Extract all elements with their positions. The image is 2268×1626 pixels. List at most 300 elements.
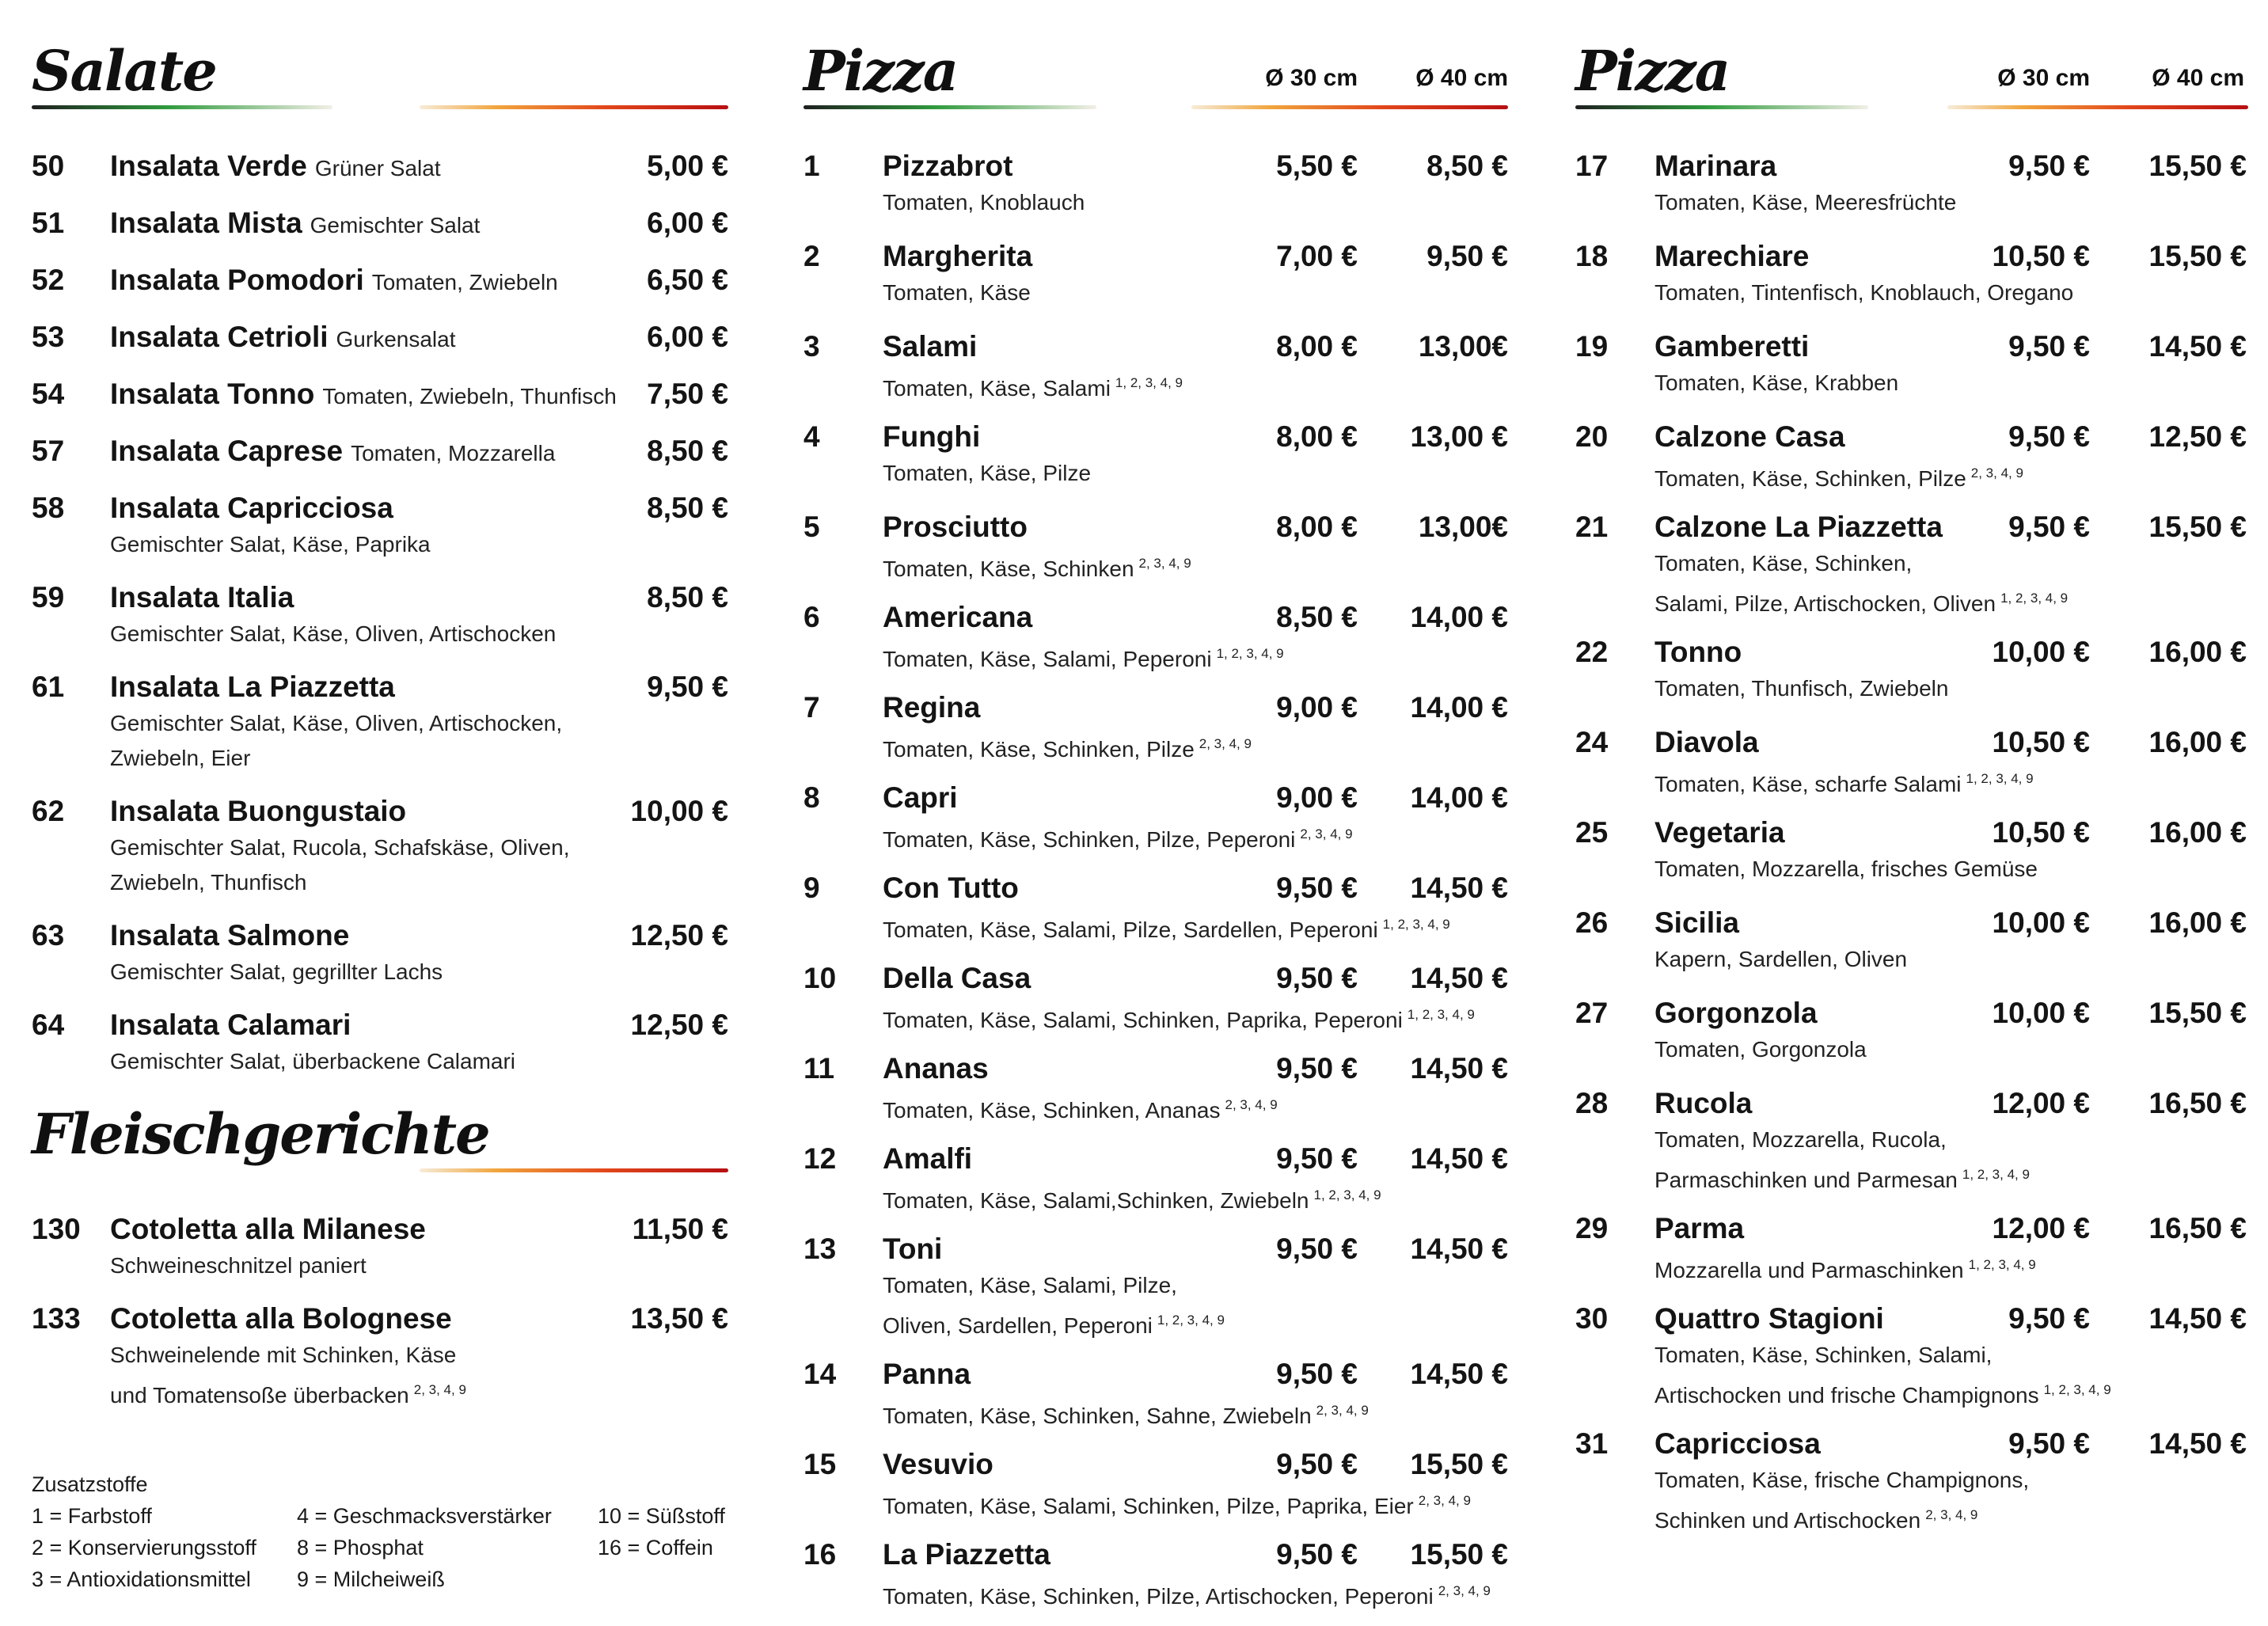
item-name: Capricciosa xyxy=(1654,1427,1821,1460)
item-description-text: Salami, Pilze, Artischocken, Oliven xyxy=(1654,591,1996,616)
price-30cm: 10,00 € xyxy=(1992,997,2090,1029)
additive-entry xyxy=(598,1563,732,1595)
pizza-item xyxy=(803,779,1508,869)
item-number: 64 xyxy=(32,1009,65,1041)
item-title: Insalata Verde xyxy=(110,150,307,182)
item-number: 10 xyxy=(803,962,837,994)
price-30cm: 9,50 € xyxy=(2008,150,2090,182)
header-line-red xyxy=(420,1168,728,1172)
item-title: Insalata Pomodori xyxy=(110,264,364,296)
item-number: 52 xyxy=(32,264,65,296)
pizza-item xyxy=(1575,237,2248,328)
item-name: Panna xyxy=(883,1358,971,1390)
item-description-text: Tomaten, Käse, Schinken, Pilze xyxy=(1654,466,1966,491)
item-number: 59 xyxy=(32,581,65,614)
item-number: 15 xyxy=(803,1448,837,1480)
item-number: 9 xyxy=(803,872,820,904)
item-name xyxy=(110,147,728,188)
item-description-text: Tomaten, Mozzarella, Rucola, xyxy=(1654,1127,1947,1152)
item-description xyxy=(883,1178,1500,1218)
additive-note: 1, 2, 3, 4, 9 xyxy=(2000,591,2069,606)
item-description xyxy=(110,1248,728,1283)
item-description-text: Tomaten, Käse, scharfe Salami xyxy=(1654,772,1962,796)
pizza-item xyxy=(1575,1085,2248,1210)
item-name: Americana xyxy=(883,601,1033,633)
item-description-line2 xyxy=(1654,1498,2248,1538)
item-description-line2 xyxy=(110,1373,728,1413)
additive-note: 2, 3, 4, 9 xyxy=(1925,1507,1978,1522)
additive-entry: 16 = Coffein xyxy=(598,1536,713,1560)
item-title: Insalata Salmone xyxy=(110,919,350,952)
pizza-item xyxy=(1575,1210,2248,1300)
pizza-item xyxy=(1575,904,2248,994)
price-40cm: 13,00€ xyxy=(1418,511,1508,543)
price-30cm: 8,00 € xyxy=(1276,330,1358,363)
item-number: 63 xyxy=(32,919,65,952)
price-30cm: 9,50 € xyxy=(1276,1052,1358,1085)
item-name: Amalfi xyxy=(883,1142,973,1175)
item-description xyxy=(883,546,1500,587)
additives-grid xyxy=(32,1500,728,1595)
price-30cm: 9,50 € xyxy=(2008,1302,2090,1335)
item-description xyxy=(1654,1463,2248,1498)
price-40cm: 13,00€ xyxy=(1418,330,1508,363)
item-title: Insalata Italia xyxy=(110,581,294,614)
item-description xyxy=(1654,671,2248,706)
item-number: 54 xyxy=(32,378,65,410)
item-number: 19 xyxy=(1575,330,1609,363)
item-name: Vegetaria xyxy=(1654,816,1785,849)
additive-entry: 9 = Milcheiweiß xyxy=(297,1567,445,1591)
item-number: 30 xyxy=(1575,1302,1609,1335)
item-price: 8,50 € xyxy=(647,435,728,467)
item-description-text: Kapern, Sardellen, Oliven xyxy=(1654,947,1908,971)
item-number: 14 xyxy=(803,1358,837,1390)
additive-note: 1, 2, 3, 4, 9 xyxy=(1966,771,2034,786)
menu-item xyxy=(32,375,728,416)
price-30cm: 8,00 € xyxy=(1276,511,1358,543)
item-description-line2 xyxy=(1654,1373,2248,1413)
header-line-green xyxy=(1575,105,1868,109)
header-line-red xyxy=(420,105,728,109)
item-description xyxy=(883,366,1500,406)
item-description xyxy=(1654,275,2248,310)
fleisch-title: Fleischgerichte xyxy=(32,1101,489,1167)
additive-note: 2, 3, 4, 9 xyxy=(1438,1583,1491,1598)
menu-item xyxy=(32,1300,728,1413)
item-description-text: Gemischter Salat, Käse, Paprika xyxy=(110,532,431,557)
price-40cm: 8,50 € xyxy=(1427,150,1508,182)
item-number: 6 xyxy=(803,601,820,633)
item-name: Prosciutto xyxy=(883,511,1028,543)
item-title: Insalata Capricciosa xyxy=(110,492,393,524)
item-title: Insalata Tonno xyxy=(110,378,315,410)
size-30-header: Ø 30 cm xyxy=(1997,65,2090,91)
item-name: Con Tutto xyxy=(883,872,1019,904)
price-40cm: 15,50 € xyxy=(2148,997,2247,1029)
additive-entry: 3 = Antioxidationsmittel xyxy=(32,1567,251,1591)
item-name xyxy=(110,261,728,302)
item-description-text: Artischocken und frische Champignons xyxy=(1654,1383,2039,1408)
item-description-line2 xyxy=(110,865,728,900)
item-description-text: Tomaten, Thunfisch, Zwiebeln xyxy=(1654,676,1949,701)
pizza-item xyxy=(803,869,1508,959)
additive-note: 2, 3, 4, 9 xyxy=(1199,736,1252,751)
item-description-text: Tomaten, Mozzarella, frisches Gemüse xyxy=(1654,857,2038,881)
additive-note: 1, 2, 3, 4, 9 xyxy=(1216,646,1284,661)
item-number: 61 xyxy=(32,671,65,703)
price-30cm: 5,50 € xyxy=(1276,150,1358,182)
item-number: 17 xyxy=(1575,150,1609,182)
price-40cm: 16,00 € xyxy=(2148,906,2247,939)
item-description-text: Tomaten, Tintenfisch, Knoblauch, Oregano xyxy=(1654,280,2074,305)
header-line-green xyxy=(803,105,1096,109)
item-number: 2 xyxy=(803,240,820,272)
item-title: Insalata La Piazzetta xyxy=(110,671,395,703)
pizza-item xyxy=(1575,814,2248,904)
salate-header xyxy=(32,38,728,125)
additive-entry: 1 = Farbstoff xyxy=(32,1504,152,1528)
item-name: La Piazzetta xyxy=(883,1538,1050,1571)
item-description-text: Tomaten, Käse, Salami, Peperoni xyxy=(883,647,1212,671)
item-name: Vesuvio xyxy=(883,1448,993,1480)
menu-item xyxy=(32,261,728,302)
menu-item xyxy=(32,318,728,359)
price-30cm: 9,50 € xyxy=(2008,330,2090,363)
price-40cm: 9,50 € xyxy=(1427,240,1508,272)
item-description-text: Tomaten, Käse, Schinken, Pilze, Artischocken, Peperoni xyxy=(883,1584,1434,1609)
item-title: Insalata Caprese xyxy=(110,435,344,467)
item-description-text: Gemischter Salat, überbackene Calamari xyxy=(110,1049,516,1073)
item-number: 21 xyxy=(1575,511,1609,543)
item-price: 9,50 € xyxy=(647,671,728,703)
item-description xyxy=(1654,942,2248,977)
item-number: 130 xyxy=(32,1213,81,1245)
pizza-item xyxy=(1575,328,2248,418)
item-name xyxy=(110,375,728,416)
pizza-item xyxy=(803,508,1508,598)
item-number: 51 xyxy=(32,207,65,239)
pizza-item xyxy=(803,1355,1508,1446)
additive-note: 1, 2, 3, 4, 9 xyxy=(1157,1313,1225,1328)
price-30cm: 9,50 € xyxy=(1276,962,1358,994)
item-description xyxy=(1654,456,2248,496)
item-description xyxy=(1654,546,2248,581)
item-name: Della Casa xyxy=(883,962,1031,994)
item-number: 7 xyxy=(803,691,820,724)
item-description xyxy=(883,275,1500,310)
item-price: 8,50 € xyxy=(647,581,728,614)
header-line-green xyxy=(32,105,332,109)
item-number: 3 xyxy=(803,330,820,363)
additive-note: 1, 2, 3, 4, 9 xyxy=(1407,1007,1475,1022)
item-description xyxy=(883,727,1500,767)
pizza-item xyxy=(1575,418,2248,508)
pizza-item xyxy=(803,237,1508,328)
price-40cm: 14,50 € xyxy=(1410,1233,1508,1265)
pizza-item xyxy=(803,328,1508,418)
item-number: 18 xyxy=(1575,240,1609,272)
item-description xyxy=(110,617,728,652)
price-40cm: 15,50 € xyxy=(2148,150,2247,182)
header-line-red xyxy=(1947,105,2248,109)
item-name: Salami xyxy=(883,330,978,363)
item-number: 29 xyxy=(1575,1212,1609,1244)
item-name: Parma xyxy=(1654,1212,1745,1244)
additive-entry: 8 = Phosphat xyxy=(297,1536,424,1560)
price-30cm: 10,00 € xyxy=(1992,636,2090,668)
item-description xyxy=(883,907,1500,948)
item-number: 133 xyxy=(32,1302,81,1335)
pizza-item xyxy=(803,1050,1508,1140)
menu-item xyxy=(32,917,728,990)
pizza-item xyxy=(1575,508,2248,633)
item-description xyxy=(883,1574,1500,1614)
item-description-text: Tomaten, Käse, Meeresfrüchte xyxy=(1654,190,1957,215)
pizza-item xyxy=(803,598,1508,689)
item-description: Tomaten, Zwiebeln xyxy=(371,270,558,294)
item-title: Insalata Calamari xyxy=(110,1009,351,1041)
item-name xyxy=(110,318,728,359)
additive-note: 1, 2, 3, 4, 9 xyxy=(1313,1187,1381,1202)
item-price: 7,50 € xyxy=(647,378,728,410)
item-description-text: Tomaten, Käse, Salami, Schinken, Paprika, Peperoni xyxy=(883,1008,1403,1032)
item-price: 12,50 € xyxy=(630,1009,728,1041)
item-number: 50 xyxy=(32,150,65,182)
additive-note: 1, 2, 3, 4, 9 xyxy=(1968,1257,2036,1272)
item-description xyxy=(1654,1032,2248,1067)
salate-list xyxy=(32,147,728,1079)
price-40cm: 14,50 € xyxy=(2148,330,2247,363)
item-number: 1 xyxy=(803,150,820,182)
item-description xyxy=(883,817,1500,857)
price-40cm: 15,50 € xyxy=(2148,240,2247,272)
item-price: 5,00 € xyxy=(647,150,728,182)
price-40cm: 14,50 € xyxy=(1410,1358,1508,1390)
price-40cm: 15,50 € xyxy=(1410,1538,1508,1571)
item-number: 25 xyxy=(1575,816,1609,849)
item-description xyxy=(1654,1248,2248,1288)
item-description xyxy=(883,997,1500,1038)
item-description xyxy=(883,636,1500,677)
item-number: 28 xyxy=(1575,1087,1609,1119)
price-30cm: 9,50 € xyxy=(1276,1538,1358,1571)
item-description xyxy=(110,1044,728,1079)
item-name xyxy=(110,489,728,527)
price-30cm: 9,50 € xyxy=(2008,420,2090,453)
item-description-text: Oliven, Sardellen, Peperoni xyxy=(883,1313,1153,1338)
menu-item xyxy=(32,668,728,776)
item-name: Calzone La Piazzetta xyxy=(1654,511,1943,543)
pizza1-header xyxy=(803,38,1508,125)
additive-note: 2, 3, 4, 9 xyxy=(1225,1097,1278,1112)
price-40cm: 16,50 € xyxy=(2148,1212,2247,1244)
item-description xyxy=(1654,1338,2248,1373)
additive-note: 2, 3, 4, 9 xyxy=(1970,465,2023,481)
item-description-text: Tomaten, Käse, Schinken, Sahne, Zwiebeln xyxy=(883,1404,1312,1428)
item-number: 58 xyxy=(32,492,65,524)
item-description-text: Tomaten, Käse, Schinken, Ananas xyxy=(883,1098,1221,1123)
price-30cm: 9,50 € xyxy=(1276,1358,1358,1390)
item-title: Cotoletta alla Milanese xyxy=(110,1213,426,1245)
item-description-text: Tomaten, Käse, Krabben xyxy=(1654,370,1899,395)
item-description-text: Gemischter Salat, Käse, Oliven, Artischocken, xyxy=(110,711,563,735)
item-name: Regina xyxy=(883,691,981,724)
item-description-text: Zwiebeln, Thunfisch xyxy=(110,870,307,895)
item-description xyxy=(110,527,728,562)
pizza-item xyxy=(1575,1425,2248,1550)
item-price: 6,50 € xyxy=(647,264,728,296)
price-30cm: 10,50 € xyxy=(1992,726,2090,758)
item-description-text: Tomaten, Käse, Salami, Pilze, xyxy=(883,1273,1177,1297)
price-40cm: 14,50 € xyxy=(2148,1302,2247,1335)
price-30cm: 9,50 € xyxy=(2008,1427,2090,1460)
item-description-line2 xyxy=(883,1303,1500,1343)
item-description-text: Tomaten, Käse, Schinken, Pilze xyxy=(883,737,1195,762)
price-40cm: 14,50 € xyxy=(1410,1052,1508,1085)
price-40cm: 13,00 € xyxy=(1410,420,1508,453)
item-name xyxy=(110,204,728,245)
price-30cm: 9,50 € xyxy=(1276,1448,1358,1480)
price-30cm: 12,00 € xyxy=(1992,1212,2090,1244)
item-description-text: und Tomatensoße überbacken xyxy=(110,1383,409,1408)
item-number: 31 xyxy=(1575,1427,1609,1460)
pizza-item xyxy=(803,689,1508,779)
additive-note: 1, 2, 3, 4, 9 xyxy=(1962,1167,2030,1182)
item-name: Quattro Stagioni xyxy=(1654,1302,1884,1335)
item-number: 57 xyxy=(32,435,65,467)
price-40cm: 14,50 € xyxy=(1410,962,1508,994)
item-name: Rucola xyxy=(1654,1087,1753,1119)
price-40cm: 14,00 € xyxy=(1410,601,1508,633)
fleisch-header xyxy=(32,1101,728,1188)
menu-item xyxy=(32,792,728,900)
price-30cm: 8,50 € xyxy=(1276,601,1358,633)
item-description-text: Parmaschinken und Parmesan xyxy=(1654,1168,1958,1192)
item-description-text: Tomaten, Käse, Schinken, Pilze, Peperoni xyxy=(883,827,1296,852)
item-title: Insalata Buongustaio xyxy=(110,795,407,827)
price-30cm: 9,50 € xyxy=(2008,511,2090,543)
price-30cm: 9,50 € xyxy=(1276,1142,1358,1175)
pizza-item xyxy=(803,418,1508,508)
price-30cm: 8,00 € xyxy=(1276,420,1358,453)
item-description-text: Tomaten, Käse, Pilze xyxy=(883,461,1092,485)
item-description-line2 xyxy=(110,741,728,776)
item-description xyxy=(1654,762,2248,802)
item-name xyxy=(110,579,728,617)
item-number: 20 xyxy=(1575,420,1609,453)
item-number: 24 xyxy=(1575,726,1609,758)
item-description xyxy=(1654,366,2248,401)
item-name: Margherita xyxy=(883,240,1033,272)
menu-item xyxy=(32,489,728,562)
price-40cm: 14,50 € xyxy=(2148,1427,2247,1460)
price-40cm: 14,00 € xyxy=(1410,691,1508,724)
item-description xyxy=(883,1268,1500,1303)
item-description xyxy=(1654,1123,2248,1157)
pizza-item xyxy=(803,1230,1508,1355)
menu-item xyxy=(32,1210,728,1283)
pizza1-list xyxy=(803,147,1508,1626)
item-description-text: Gemischter Salat, gegrillter Lachs xyxy=(110,959,443,984)
item-name: Gorgonzola xyxy=(1654,997,1818,1029)
price-40cm: 16,00 € xyxy=(2148,636,2247,668)
item-description-text: Tomaten, Käse, Schinken, xyxy=(1654,551,1913,576)
item-price: 13,50 € xyxy=(630,1302,728,1335)
item-description xyxy=(1654,852,2248,887)
menu-item xyxy=(32,579,728,652)
pizza-column-2 xyxy=(1575,38,2248,1550)
item-number: 8 xyxy=(803,781,820,814)
item-description-line2 xyxy=(1654,581,2248,621)
price-40cm: 15,50 € xyxy=(2148,511,2247,543)
price-30cm: 10,00 € xyxy=(1992,906,2090,939)
item-description-text: Tomaten, Käse, Salami,Schinken, Zwiebeln xyxy=(883,1188,1309,1213)
item-description xyxy=(110,830,728,865)
menu-item xyxy=(32,432,728,473)
pizza2-list xyxy=(1575,147,2248,1550)
additive-note: 2, 3, 4, 9 xyxy=(1316,1403,1369,1418)
item-description-text: Gemischter Salat, Rucola, Schafskäse, Oliven, xyxy=(110,835,570,860)
additive-entry: 10 = Süßstoff xyxy=(598,1504,725,1528)
price-40cm: 14,50 € xyxy=(1410,1142,1508,1175)
item-description xyxy=(883,185,1500,220)
item-description: Gemischter Salat xyxy=(310,213,481,237)
additives-legend xyxy=(32,1468,728,1595)
menu-item xyxy=(32,204,728,245)
item-name: Marechiare xyxy=(1654,240,1810,272)
price-30cm: 10,50 € xyxy=(1992,240,2090,272)
item-description xyxy=(110,1338,728,1373)
item-number: 22 xyxy=(1575,636,1609,668)
pizza-item xyxy=(1575,147,2248,237)
item-description-text: Schinken und Artischocken xyxy=(1654,1508,1921,1533)
salate-title: Salate xyxy=(32,38,216,104)
price-40cm: 16,00 € xyxy=(2148,816,2247,849)
item-description xyxy=(1654,185,2248,220)
price-30cm: 10,50 € xyxy=(1992,816,2090,849)
additive-note: 2, 3, 4, 9 xyxy=(413,1382,466,1397)
item-description xyxy=(883,456,1500,491)
item-description-text: Tomaten, Käse, Salami, Schinken, Pilze, Paprika, Eier xyxy=(883,1494,1414,1518)
item-description-text: Tomaten, Knoblauch xyxy=(883,190,1085,215)
item-number: 5 xyxy=(803,511,820,543)
pizza2-title: Pizza xyxy=(1575,38,1730,104)
price-30cm: 9,00 € xyxy=(1276,691,1358,724)
item-description-text: Zwiebeln, Eier xyxy=(110,746,251,770)
item-description: Grüner Salat xyxy=(314,156,441,180)
price-40cm: 12,50 € xyxy=(2148,420,2247,453)
item-description-line2 xyxy=(1654,1157,2248,1198)
pizza-item xyxy=(803,1446,1508,1536)
additive-note: 2, 3, 4, 9 xyxy=(1418,1493,1471,1508)
additive-entry: 4 = Geschmacksverstärker xyxy=(297,1504,552,1528)
item-description xyxy=(883,1484,1500,1524)
pizza2-header xyxy=(1575,38,2248,125)
price-30cm: 7,00 € xyxy=(1276,240,1358,272)
item-name: Sicilia xyxy=(1654,906,1739,939)
pizza-item xyxy=(803,959,1508,1050)
size-30-header: Ø 30 cm xyxy=(1265,65,1358,91)
pizza-item xyxy=(1575,724,2248,814)
item-number: 53 xyxy=(32,321,65,353)
item-number: 13 xyxy=(803,1233,837,1265)
pizza-item xyxy=(803,1536,1508,1626)
item-description-text: Tomaten, Käse, frische Champignons, xyxy=(1654,1468,2030,1492)
item-description-text: Tomaten, Gorgonzola xyxy=(1654,1037,1867,1062)
menu-item xyxy=(32,1006,728,1079)
item-name xyxy=(110,432,728,473)
